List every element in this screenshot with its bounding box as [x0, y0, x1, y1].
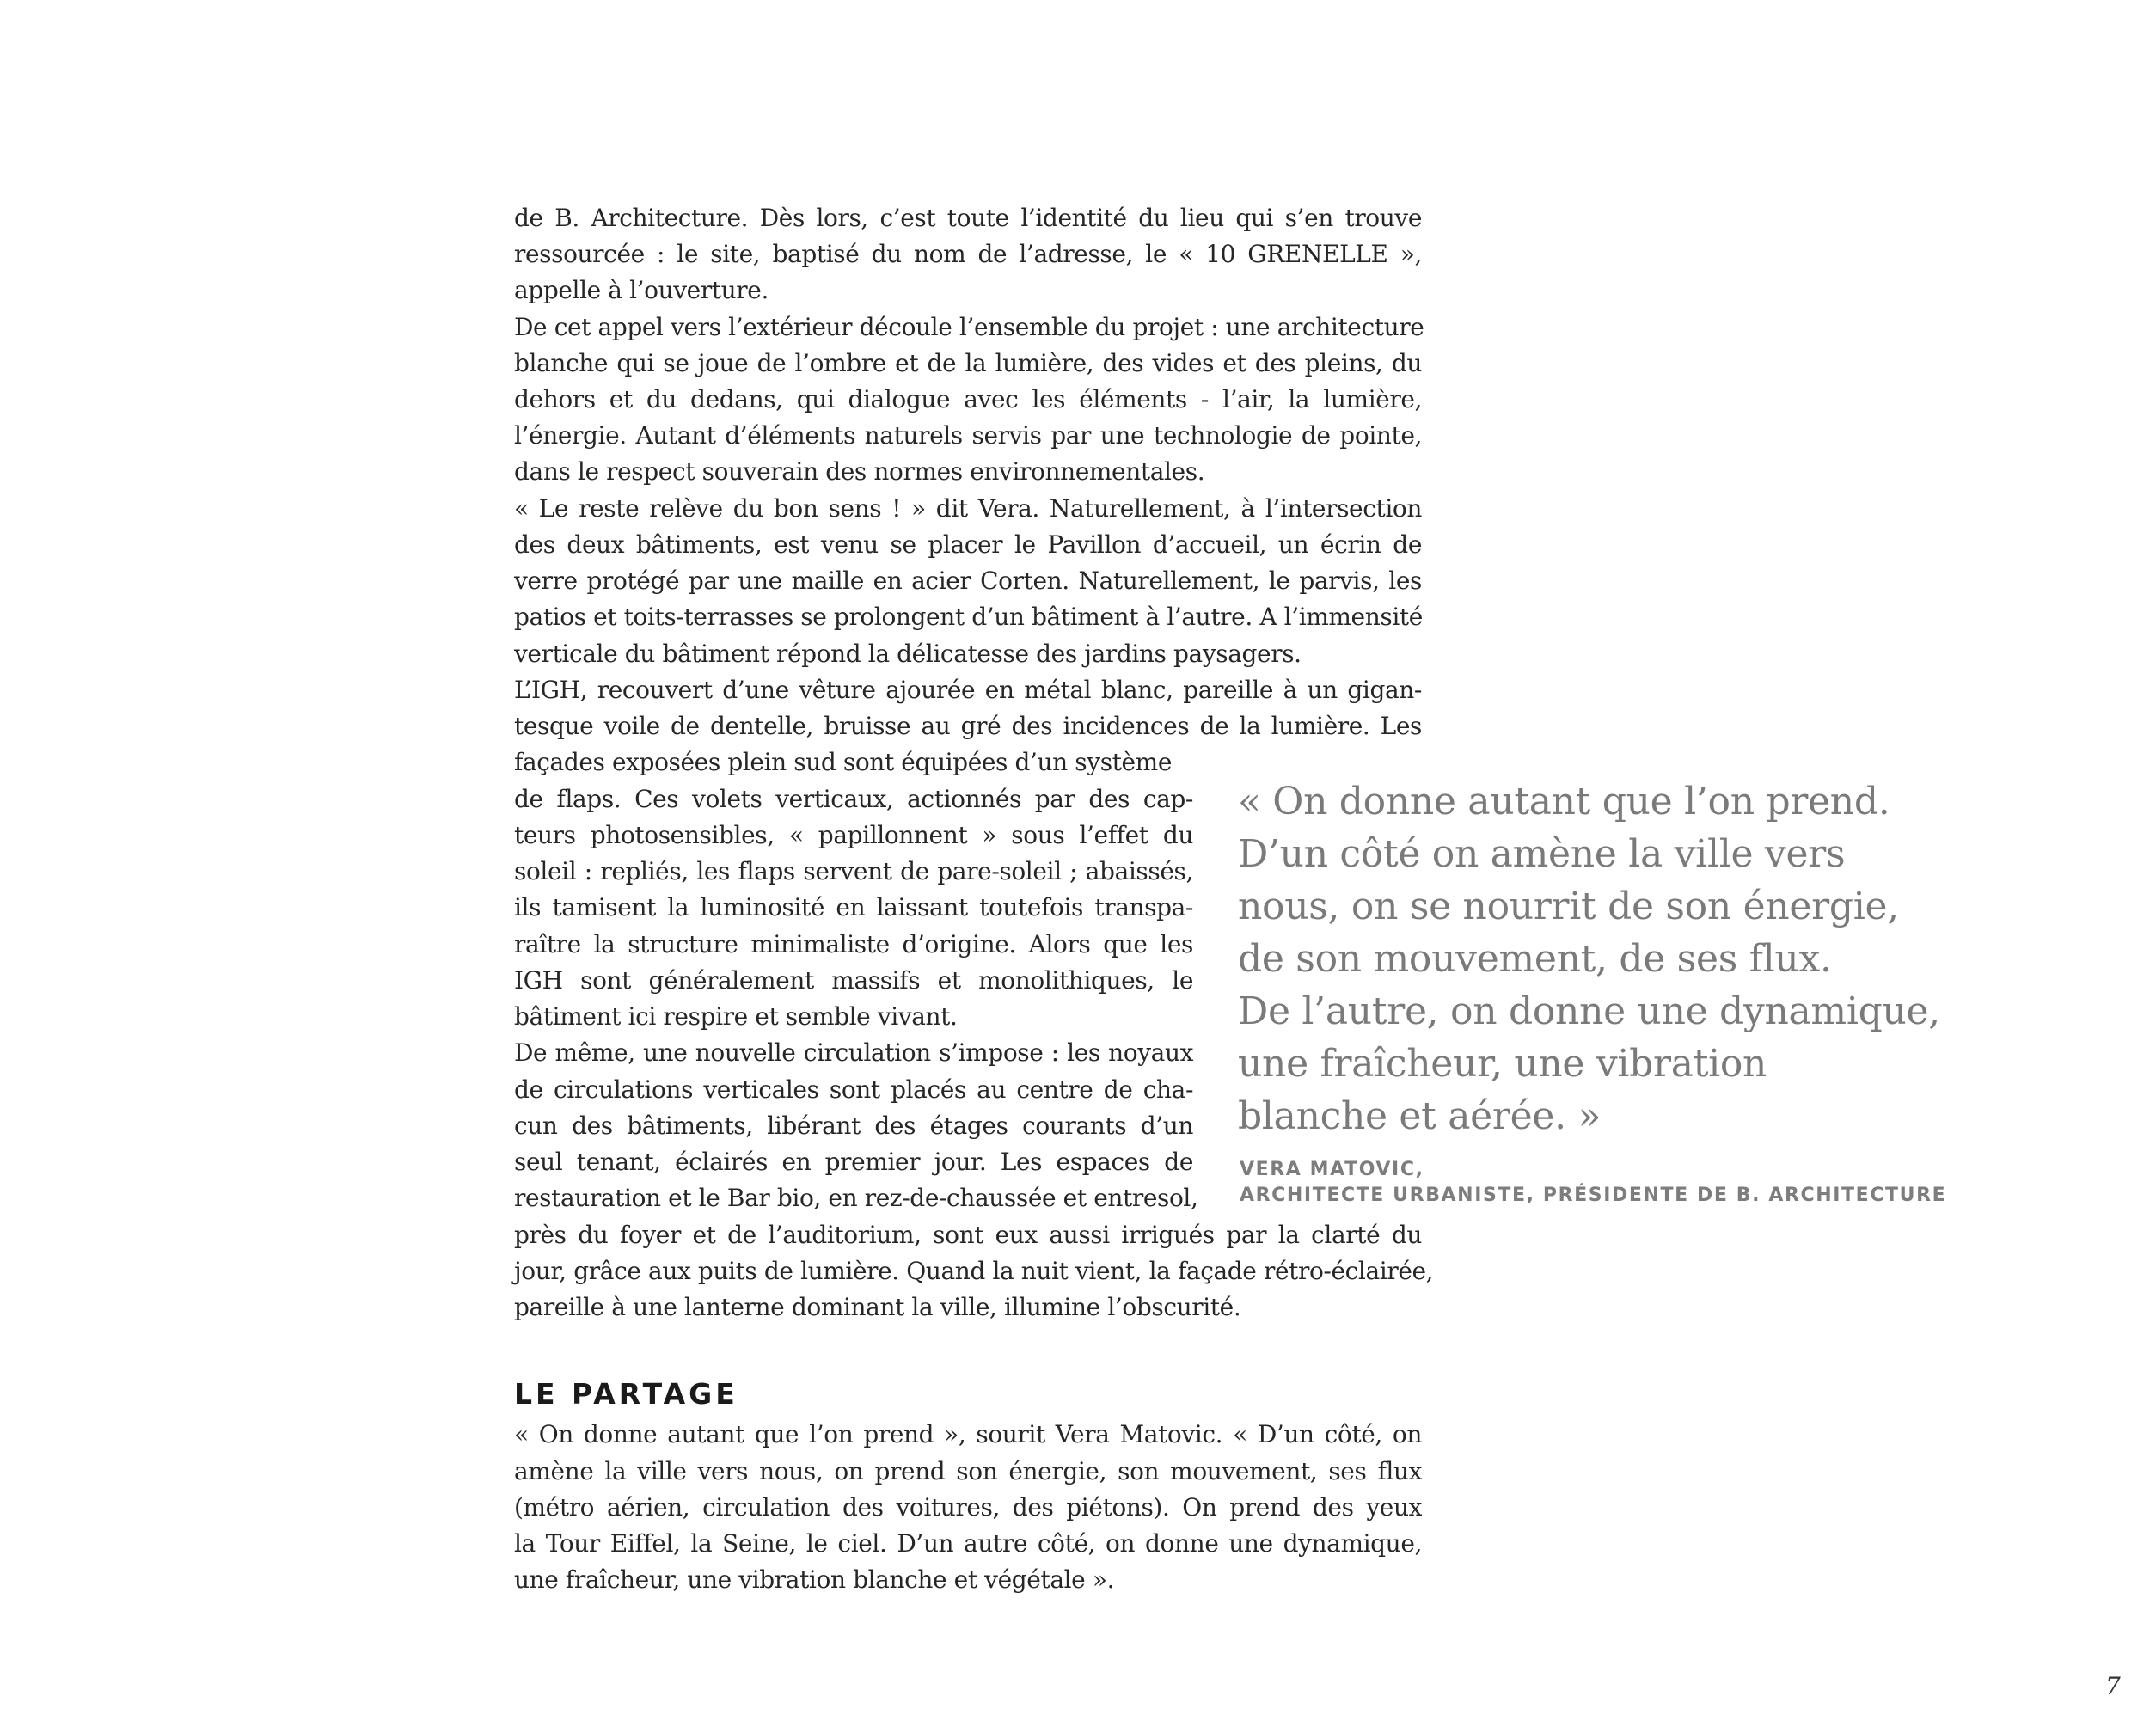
- body-line: raître la structure minimaliste d’origine. Alors que les: [514, 930, 1193, 958]
- body-line: l’énergie. Autant d’éléments naturels servis par une technologie de pointe,: [514, 421, 1422, 450]
- body-line: jour, grâce aux puits de lumière. Quand la nuit vient, la façade rétro-éclairée,: [514, 1257, 1434, 1285]
- body-line: verticale du bâtiment répond la délicatesse des jardins paysagers.: [514, 640, 1302, 668]
- pull-quote-line: De l’autre, on donne une dynamique,: [1238, 989, 1940, 1033]
- body-line: « Le reste relève du bon sens ! » dit Vera. Naturellement, à l’intersection: [514, 494, 1422, 523]
- body-line: ressourcée : le site, baptisé du nom de l’adresse, le « 10 GRENELLE »,: [514, 240, 1422, 268]
- attribution-title: ARCHITECTE URBANISTE, PRÉSIDENTE DE B. ARCHITECTURE: [1240, 1185, 1947, 1206]
- section-line: une fraîcheur, une vibration blanche et végétale ».: [514, 1565, 1115, 1594]
- body-line: cun des bâtiments, libérant des étages courants d’un: [514, 1111, 1193, 1140]
- pull-quote-line: D’un côté on amène la ville vers: [1238, 832, 1846, 876]
- body-line: dehors et du dedans, qui dialogue avec les éléments - l’air, la lumière,: [514, 385, 1422, 413]
- page-number: 7: [2105, 1672, 2121, 1700]
- body-line: façades exposées plein sud sont équipées d’un système: [514, 748, 1173, 776]
- section-line: « On donne autant que l’on prend », sourit Vera Matovic. « D’un côté, on: [514, 1420, 1422, 1448]
- body-line: De cet appel vers l’extérieur découle l’ensemble du projet : une architecture: [514, 313, 1424, 341]
- body-line: L’IGH, recouvert d’une vêture ajourée en métal blanc, pareille à un gigan-: [514, 676, 1422, 704]
- body-line: teurs photosensibles, « papillonnent » sous l’effet du: [514, 821, 1193, 849]
- pull-quote-line: de son mouvement, de ses flux.: [1238, 937, 1832, 981]
- body-line: patios et toits-terrasses se prolongent d’un bâtiment à l’autre. A l’immensité: [514, 603, 1423, 631]
- body-line: seul tenant, éclairés en premier jour. Les espaces de: [514, 1148, 1193, 1176]
- pull-quote-line: « On donne autant que l’on prend.: [1238, 780, 1890, 824]
- body-line: de flaps. Ces volets verticaux, actionnés par des cap-: [514, 785, 1193, 813]
- body-line: de circulations verticales sont placés au centre de cha-: [514, 1075, 1193, 1104]
- body-line: appelle à l’ouverture.: [514, 276, 769, 304]
- body-line: ils tamisent la luminosité en laissant toutefois transpa-: [514, 893, 1193, 922]
- body-line: tesque voile de dentelle, bruisse au gré des incidences de la lumière. Les: [514, 712, 1422, 740]
- body-line: des deux bâtiments, est venu se placer le Pavillon d’accueil, un écrin de: [514, 530, 1422, 559]
- section-line: la Tour Eiffel, la Seine, le ciel. D’un autre côté, on donne une dynamique,: [514, 1529, 1422, 1558]
- pull-quote-line: nous, on se nourrit de son énergie,: [1238, 885, 1899, 928]
- body-line: dans le respect souverain des normes environnementales.: [514, 457, 1205, 486]
- attribution-name: VERA MATOVIC,: [1240, 1159, 1424, 1180]
- section-heading: LE PARTAGE: [514, 1377, 738, 1411]
- body-line: De même, une nouvelle circulation s’impose : les noyaux: [514, 1038, 1193, 1067]
- body-line: bâtiment ici respire et semble vivant.: [514, 1002, 958, 1031]
- pull-quote-line: une fraîcheur, une vibration: [1238, 1042, 1767, 1086]
- body-line: IGH sont généralement massifs et monolithiques, le: [514, 966, 1193, 995]
- body-line: pareille à une lanterne dominant la ville, illumine l’obscurité.: [514, 1293, 1241, 1321]
- body-line: blanche qui se joue de l’ombre et de la lumière, des vides et des pleins, du: [514, 349, 1422, 377]
- body-line: verre protégé par une maille en acier Corten. Naturellement, le parvis, les: [514, 566, 1422, 595]
- section-line: (métro aérien, circulation des voitures, des piétons). On prend des yeux: [514, 1493, 1422, 1522]
- body-line: soleil : repliés, les flaps servent de pare-soleil ; abaissés,: [514, 857, 1193, 885]
- body-line: de B. Architecture. Dès lors, c’est toute l’identité du lieu qui s’en trouve: [514, 204, 1422, 232]
- pull-quote-line: blanche et aérée. »: [1238, 1094, 1602, 1138]
- section-line: amène la ville vers nous, on prend son énergie, son mouvement, ses flux: [514, 1457, 1422, 1485]
- body-line: près du foyer et de l’auditorium, sont eux aussi irrigués par la clarté du: [514, 1221, 1422, 1249]
- body-line: restauration et le Bar bio, en rez-de-chaussée et entresol,: [514, 1184, 1198, 1212]
